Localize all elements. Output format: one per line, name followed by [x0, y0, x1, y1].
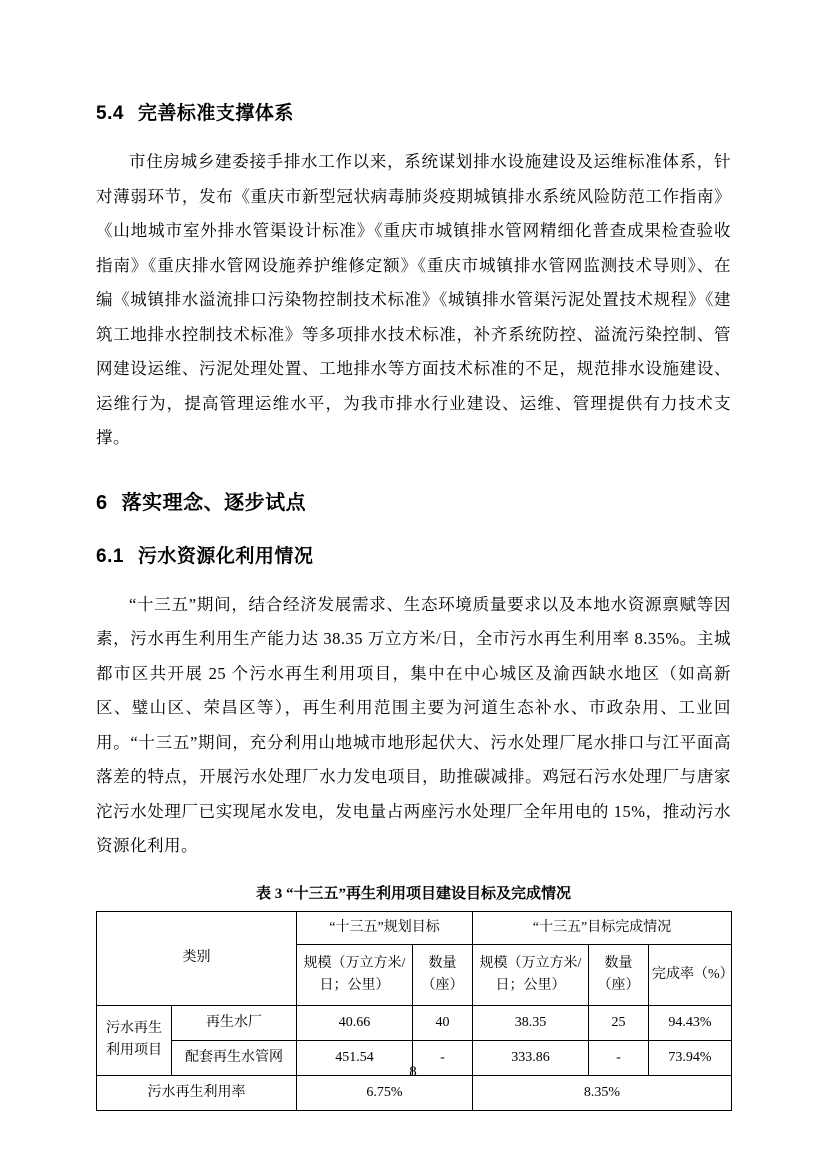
cell-plan-count: 40	[413, 1005, 473, 1040]
footer-plan-value: 6.75%	[297, 1075, 473, 1110]
header-done-scale: 规模（万立方米/日；公里）	[473, 944, 589, 1005]
section-heading-6	[96, 486, 731, 515]
footer-label: 污水再生利用率	[97, 1075, 297, 1110]
cell-group: 污水再生利用项目	[97, 1005, 172, 1075]
header-rate: 完成率（%）	[649, 944, 732, 1005]
header-plan-scale: 规模（万立方米/日；公里）	[297, 944, 413, 1005]
header-category: 类别	[97, 911, 297, 1005]
paragraph-section-5-4: 市住房城乡建委接手排水工作以来，系统谋划排水设施建设及运维标准体系，针对薄弱环节，发布《重庆市新型冠状病毒肺炎疫期城镇排水系统风险防范工作指南》《山地城市室外排水管渠设计标准》《重庆市城镇排水管网精细化普查成果检查验收指南》《重庆排水管网设施养护维修定额》《重庆市城镇排水管网监测技术导则》、在编《城镇排水溢流排口污染物控制技术标准》《城镇排水管渠污泥处置技术规程》《建筑工地排水控制技术标准》等多项排水技术标准，补齐系统防控、溢流污染控制、管网建设运维、污泥处理处置、工地排水等方面技术标准的不足，规范排水设施建设、运维行为，提高管理运维水平，为我市排水行业建设、运维、管理提供有力技术支撑。	[96, 152, 731, 447]
cell-plan-scale: 451.54	[297, 1040, 413, 1075]
cell-done-count: -	[589, 1040, 649, 1075]
page-number: 8	[409, 1064, 417, 1080]
header-done-group: “十三五”目标完成情况	[473, 911, 732, 944]
section-number: 6.1	[96, 545, 124, 567]
cell-rate: 73.94%	[649, 1040, 732, 1075]
table-caption: 表 3 “十三五”再生利用项目建设目标及完成情况	[255, 885, 571, 902]
cell-plan-count: -	[413, 1040, 473, 1075]
cell-done-scale: 38.35	[473, 1005, 589, 1040]
cell-done-count: 25	[589, 1005, 649, 1040]
cell-name: 配套再生水管网	[172, 1040, 297, 1075]
section-number: 6	[96, 491, 108, 514]
section-number: 5.4	[96, 103, 124, 124]
section-heading-6-1	[96, 541, 731, 568]
cell-rate: 94.43%	[649, 1005, 732, 1040]
table-row	[97, 1005, 732, 1040]
footer-done-value: 8.35%	[473, 1075, 732, 1110]
section-title: 污水资源化利用情况	[137, 545, 314, 567]
section-title: 完善标准支撑体系	[137, 103, 294, 124]
cell-done-scale: 333.86	[473, 1040, 589, 1075]
cell-plan-scale: 40.66	[297, 1005, 413, 1040]
header-plan-count: 数量（座）	[413, 944, 473, 1005]
paragraph-section-6-1: “十三五”期间，结合经济发展需求、生态环境质量要求以及本地水资源禀赋等因素，污水再生利用生产能力达 38.35 万立方米/日，全市污水再生利用率 8.35%。主城都市区共开展 25 个污水再生利用项目，集中在中心城区及渝西缺水地区（如高新区、璧山区、荣昌区等），再生利用范围主要为河道生态补水、市政杂用、工业回用。“十三五”期间，充分利用山地城市地形起伏大、污水处理厂尾水排口与江平面高落差的特点，开展污水处理厂水力发电项目，助推碳减排。鸡冠石污水处理厂与唐家沱污水处理厂已实现尾水发电，发电量占两座污水处理厂全年用电的 15%，推动污水资源化利用。	[96, 594, 731, 855]
header-plan-group: “十三五”规划目标	[297, 911, 473, 944]
section-heading-5-4	[96, 98, 731, 125]
header-done-count: 数量（座）	[589, 944, 649, 1005]
table-header-row-1	[97, 911, 732, 944]
cell-name: 再生水厂	[172, 1005, 297, 1040]
section-title: 落实理念、逐步试点	[121, 491, 307, 514]
